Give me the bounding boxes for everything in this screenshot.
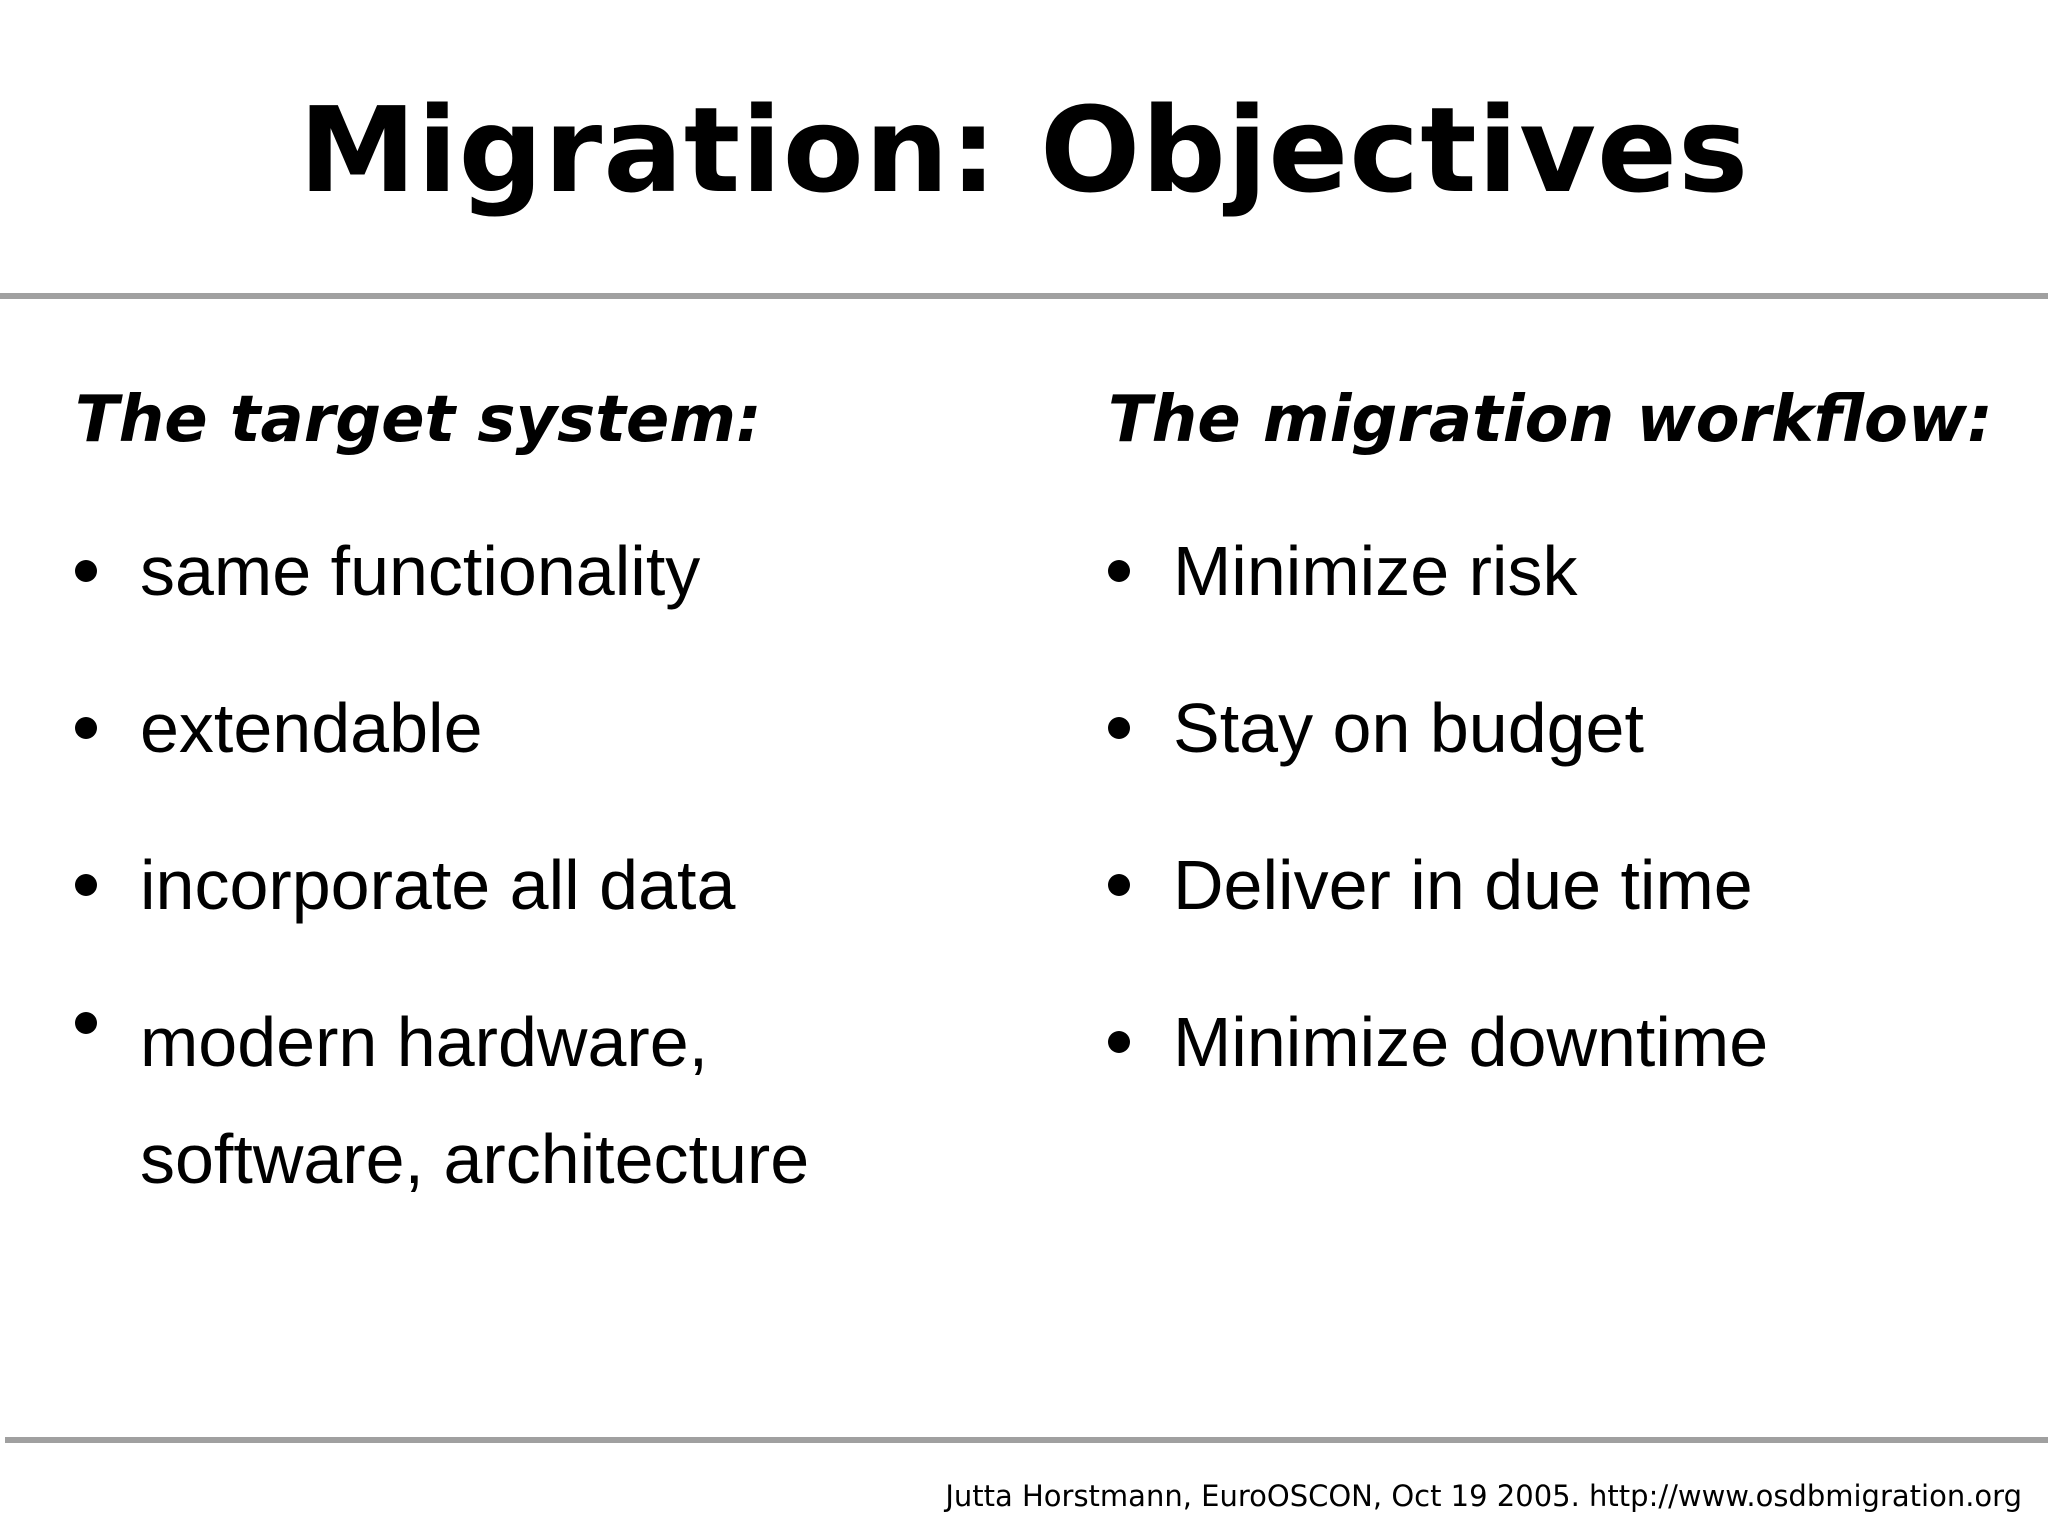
footer-credit: Jutta Horstmann, EuroOSCON, Oct 19 2005. http://www.osdbmigration.org bbox=[945, 1479, 2022, 1513]
list-item-text: extendable bbox=[140, 689, 483, 767]
target-system-column bbox=[75, 380, 1075, 1296]
list-item-text: Stay on budget bbox=[1173, 689, 1644, 767]
list-item-text: Minimize downtime bbox=[1173, 1003, 1769, 1081]
target-system-heading: The target system: bbox=[75, 383, 762, 457]
list-item bbox=[1108, 1003, 2028, 1082]
top-divider bbox=[0, 293, 2048, 299]
migration-workflow-heading: The migration workflow: bbox=[1108, 383, 1993, 457]
bullet-icon bbox=[1108, 560, 1130, 582]
bottom-divider bbox=[5, 1437, 2048, 1443]
list-item bbox=[75, 532, 1075, 611]
bullet-icon bbox=[75, 560, 97, 582]
bullet-icon bbox=[75, 717, 97, 739]
list-item-text: Minimize risk bbox=[1173, 532, 1578, 610]
bullet-icon bbox=[75, 874, 97, 896]
list-item bbox=[1108, 532, 2028, 611]
bullet-icon bbox=[1108, 1031, 1130, 1053]
migration-workflow-list bbox=[1108, 532, 2028, 1082]
list-item bbox=[1108, 846, 2028, 925]
bullet-icon bbox=[1108, 717, 1130, 739]
list-item-text: same functionality bbox=[140, 532, 701, 610]
target-system-list bbox=[75, 532, 1075, 1218]
bullet-icon bbox=[75, 1012, 97, 1034]
list-item-text: Deliver in due time bbox=[1173, 846, 1753, 924]
migration-workflow-column bbox=[1108, 380, 2028, 1160]
list-item-text: incorporate all data bbox=[140, 846, 736, 924]
list-item bbox=[75, 984, 920, 1218]
slide-title: Migration: Objectives bbox=[298, 81, 1750, 219]
list-item bbox=[1108, 689, 2028, 768]
bullet-icon bbox=[1108, 874, 1130, 896]
list-item bbox=[75, 689, 1075, 768]
list-item bbox=[75, 846, 1075, 925]
list-item-text: modern hardware, software, architecture bbox=[140, 1003, 810, 1198]
